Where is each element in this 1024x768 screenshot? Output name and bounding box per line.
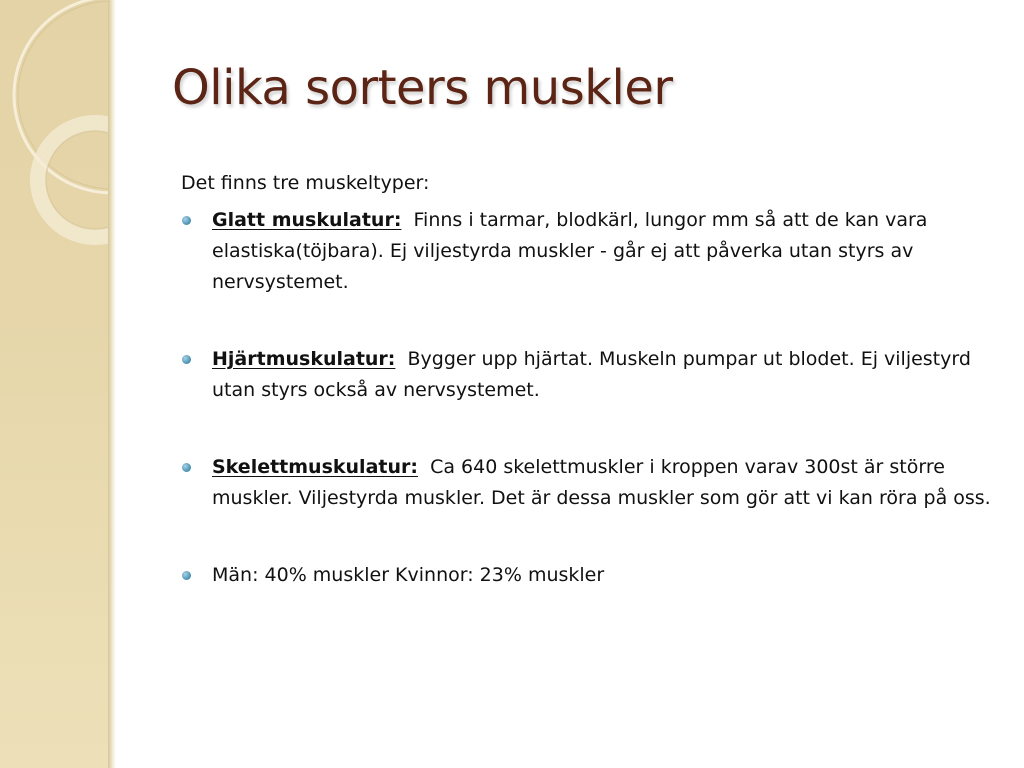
bullet-list <box>181 205 1001 591</box>
round-bullet-icon <box>182 463 191 472</box>
item-term: Hjärtmuskulatur: <box>212 348 396 370</box>
round-bullet-icon <box>182 355 191 364</box>
list-item <box>181 560 1001 591</box>
decorative-circles <box>0 0 113 768</box>
list-item <box>181 344 1001 406</box>
sidebar-edge <box>108 0 116 768</box>
item-text: Ca 640 skelettmuskler i kroppen varav 300st är större muskler. Viljestyrda muskler. Det är dessa muskler som gör att vi kan röra på oss. <box>212 456 991 509</box>
item-term: Glatt muskulatur: <box>212 209 402 231</box>
large-ring <box>14 0 113 193</box>
intro-text: Det finns tre muskeltyper: <box>181 172 430 194</box>
item-text: Bygger upp hjärtat. Muskeln pumpar ut blodet. Ej viljestyrd utan styrs också av nervsystemet. <box>212 348 971 401</box>
item-term: Skelettmuskulatur: <box>212 456 418 478</box>
round-bullet-icon <box>182 216 191 225</box>
item-text: Finns i tarmar, blodkärl, lungor mm så att de kan vara elastiska(töjbara). Ej viljestyrda muskler - går ej att påverka utan styrs av nervsystemet. <box>212 209 928 293</box>
round-bullet-icon <box>182 571 191 580</box>
list-item <box>181 452 1001 514</box>
decorative-sidebar <box>0 0 113 768</box>
small-ring <box>38 123 113 237</box>
slide-body <box>181 168 1001 591</box>
list-item <box>181 205 1001 298</box>
item-text: Män: 40% muskler Kvinnor: 23% muskler <box>212 564 605 586</box>
large-ring-shadow <box>18 1 113 189</box>
slide-title: Olika sorters muskler <box>172 60 673 116</box>
